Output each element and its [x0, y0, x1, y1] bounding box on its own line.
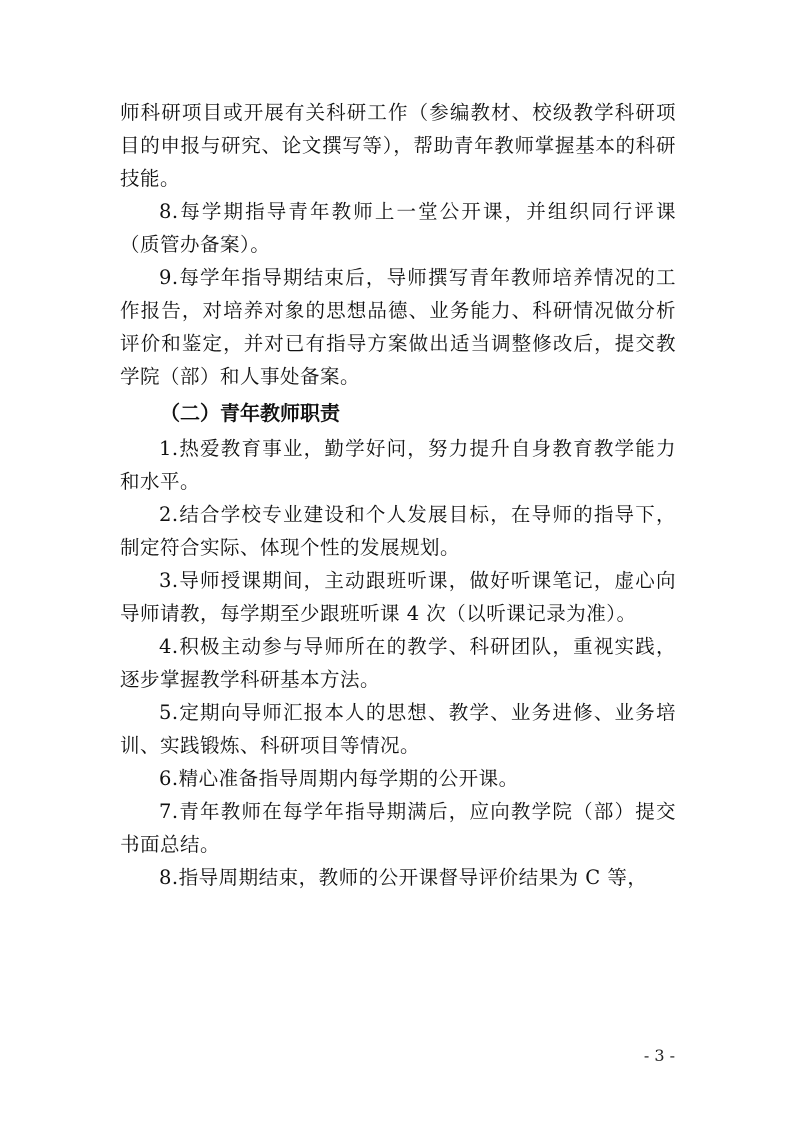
paragraph-duty-5: 5.定期向导师汇报本人的思想、教学、业务进修、业务培训、实践锻炼、科研项目等情况。: [120, 701, 676, 757]
paragraph-duty-4: 4.积极主动参与导师所在的教学、科研团队，重视实践，逐步掌握教学科研基本方法。: [120, 635, 676, 691]
paragraph-duty-7: 7.青年教师在每学年指导期满后，应向教学院（部）提交书面总结。: [120, 800, 676, 856]
paragraph-duty-2: 2.结合学校专业建设和个人发展目标，在导师的指导下，制定符合实际、体现个性的发展规划。: [120, 503, 676, 559]
paragraph-duty-3: 3.导师授课期间，主动跟班听课，做好听课笔记，虚心向导师请教，每学期至少跟班听课 4 次（以听课记录为准）。: [120, 569, 676, 625]
section-heading: （二）青年教师职责: [160, 401, 340, 425]
paragraph-item-9-report: 9.每学年指导期结束后，导师撰写青年教师培养情况的工作报告，对培养对象的思想品德、业务能力、科研情况做分析评价和鉴定，并对已有指导方案做出适当调整修改后，提交教学院（部）和人事处备案。: [120, 266, 676, 388]
paragraph-research-guidance: 师科研项目或开展有关科研工作（参编教材、校级教学科研项目的申报与研究、论文撰写等），帮助青年教师掌握基本的科研技能。: [120, 101, 676, 190]
document-page: [120, 96, 676, 894]
paragraph-duty-8: 8.指导周期结束，教师的公开课督导评价结果为 C 等，: [159, 866, 648, 889]
paragraph-duty-6: 6.精心准备指导周期内每学期的公开课。: [159, 767, 519, 790]
page-number: - 3 -: [643, 1046, 675, 1065]
paragraph-duty-1: 1.热爱教育事业，勤学好问，努力提升自身教育教学能力和水平。: [120, 437, 676, 493]
paragraph-item-8-open-class: 8.每学期指导青年教师上一堂公开课，并组织同行评课（质管办备案）。: [120, 200, 676, 256]
